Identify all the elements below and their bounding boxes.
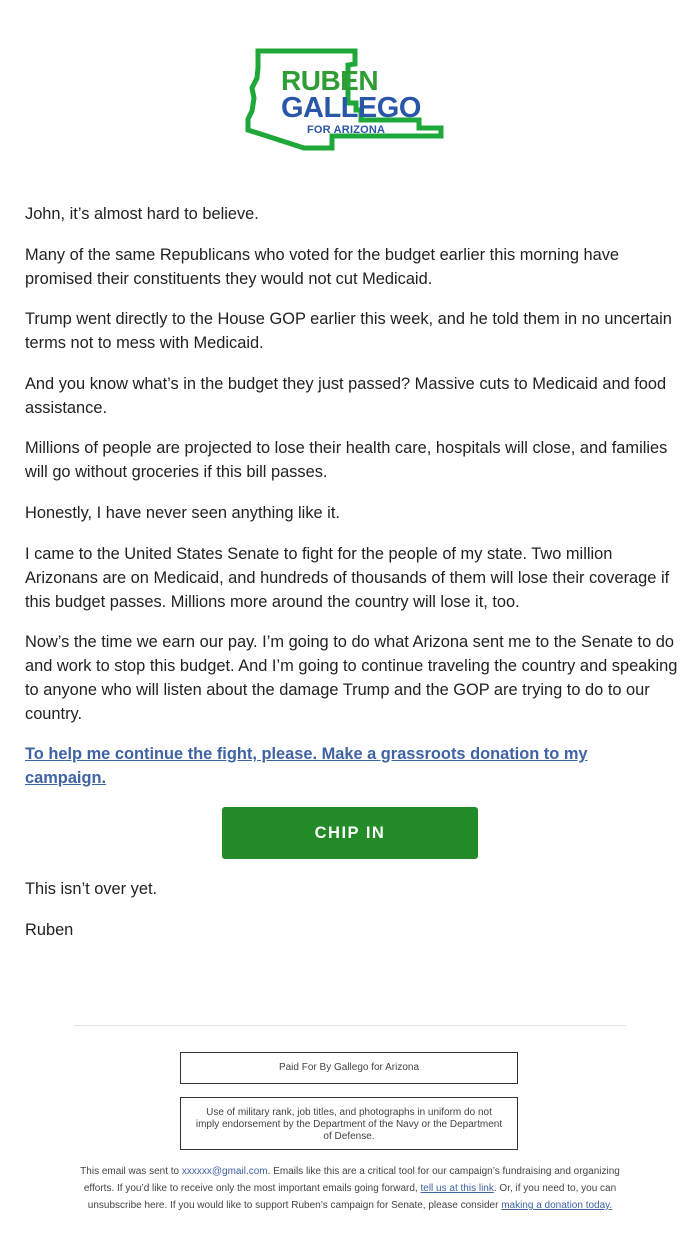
footer-divider	[74, 1025, 626, 1026]
signature: Ruben	[25, 921, 74, 939]
email-paragraph-4: And you know what’s in the budget they just passed? Massive cuts to Medicaid and food assistance.	[25, 375, 667, 417]
paid-for-text: Paid For By Gallego for Arizona	[278, 1062, 420, 1073]
paid-for-box	[180, 1052, 518, 1084]
logo-ruben-text: RUBEN	[281, 65, 379, 96]
email-paragraph-1: John, it’s almost hard to believe.	[25, 205, 259, 223]
footer-sent-to-suffix: . Emails like this are a critical tool for our campaign’s fundraising and organizing efforts. If you’d like to receive only the most important emails going forward,	[83, 1166, 620, 1194]
closing-line: This isn’t over yet.	[25, 880, 158, 898]
footer-donation-link[interactable]: making a donation today.	[501, 1200, 613, 1211]
recipient-email[interactable]: xxxxxx@gmail.com	[181, 1166, 268, 1177]
chip-in-button[interactable]: CHIP IN	[222, 807, 478, 859]
footer-unsubscribe-text: . Or, if you need to, you can unsubscribe here. If you would like to support Ruben’s campaign for Senate, please consider	[87, 1183, 617, 1211]
email-paragraph-6: Honestly, I have never seen anything like it.	[25, 504, 340, 522]
email-paragraph-2: Many of the same Republicans who voted for the budget earlier this morning have promised their constituents they would not cut Medicaid.	[25, 246, 620, 288]
email-paragraph-8: Now’s the time we earn our pay. I’m going to do what Arizona sent me to the Senate to do and work to stop this budget. And I’m going to continue traveling the country and speaking to anyone who will listen about the damage Trump and the GOP are trying to do to our country.	[25, 633, 678, 723]
email-paragraph-5: Millions of people are projected to lose their health care, hospitals will close, and families will go without groceries if this bill passes.	[25, 439, 668, 481]
logo-gallego-text: GALLEGO	[281, 92, 421, 124]
email-paragraph-3: Trump went directly to the House GOP earlier this week, and he told them in no uncertain terms not to mess with Medicaid.	[25, 310, 672, 352]
footer-text	[72, 1163, 628, 1214]
campaign-logo	[244, 48, 448, 152]
logo-for-arizona-text: FOR ARIZONA	[307, 124, 386, 136]
disclaimer-text: Use of military rank, job titles, and photographs in uniform do not imply endorsement by the Department of the Navy or the Department of Defense.	[195, 1107, 503, 1142]
preferences-link[interactable]: tell us at this link	[420, 1183, 494, 1194]
email-paragraph-7: I came to the United States Senate to fight for the people of my state. Two million Arizonans are on Medicaid, and hundreds of thousands of them will lose their coverage if this budget passes. Millions more around the country will lose it, too.	[25, 545, 670, 611]
disclaimer-box	[180, 1097, 518, 1150]
donate-link[interactable]: To help me continue the fight, please. Make a grassroots donation to my campaign.	[25, 745, 588, 787]
footer-sent-to-prefix: This email was sent to	[80, 1166, 182, 1177]
